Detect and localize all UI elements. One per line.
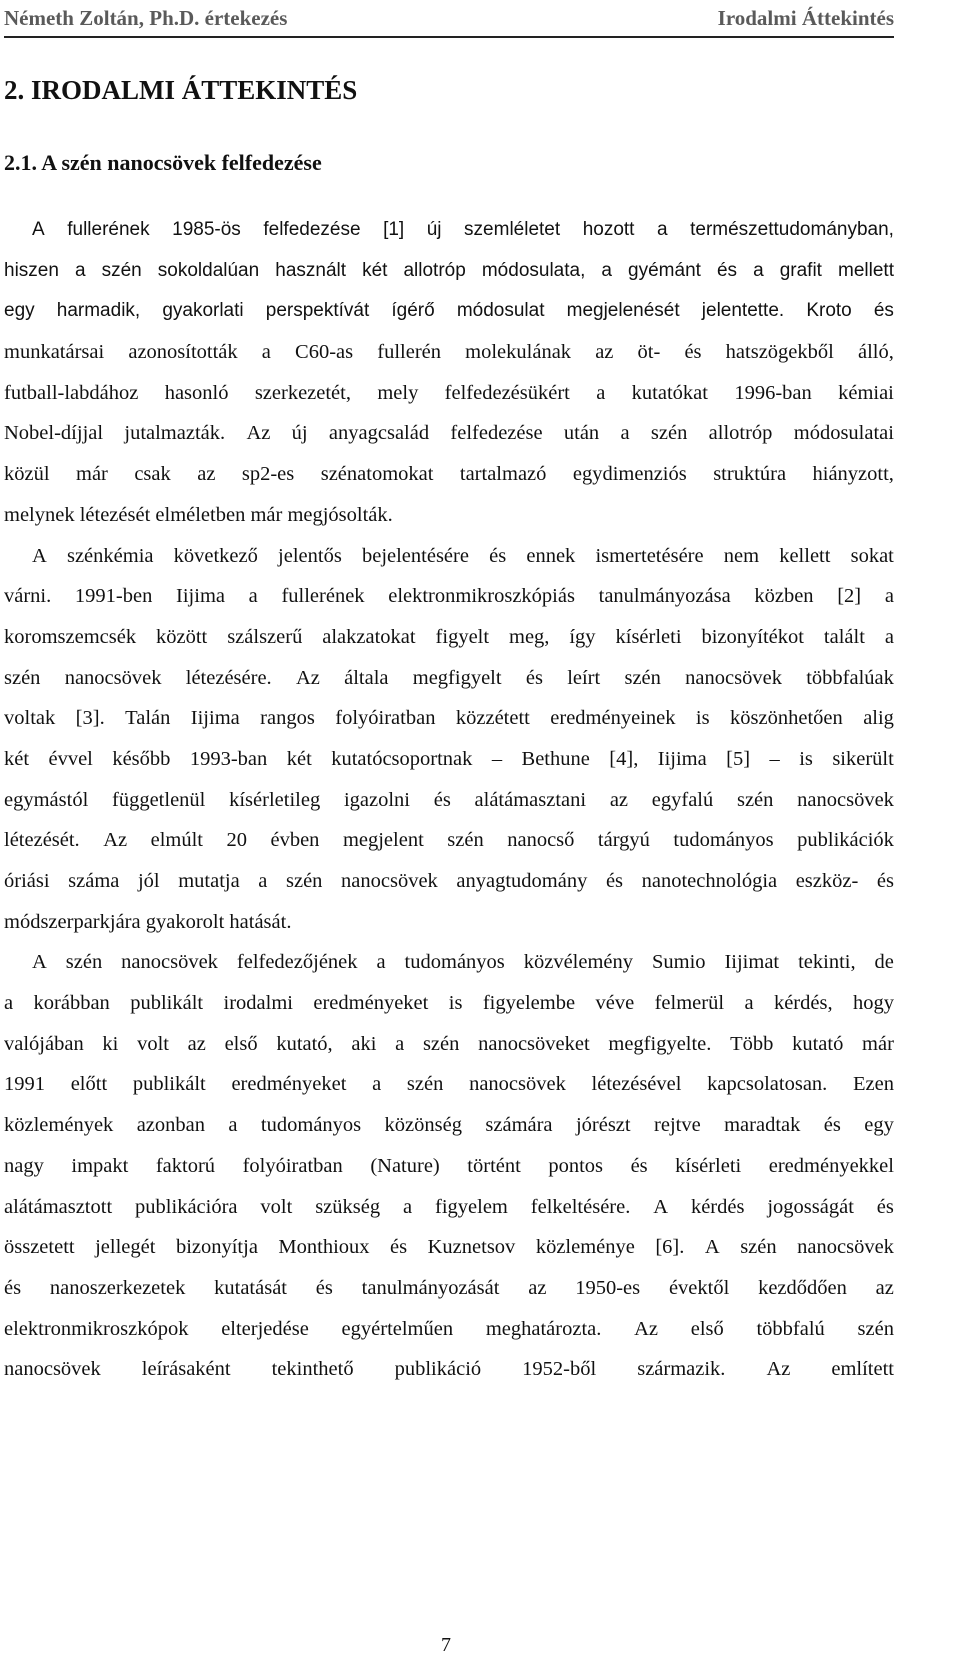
- paragraph: [4, 536, 894, 943]
- text-line: koromszemcsék között szálszerű alakzatokat figyelt meg, így kísérleti bizonyítékot talált a: [4, 625, 894, 648]
- text-line: voltak [3]. Talán Iijima rangos folyóiratban közzétett eredményeinek is köszönhetően alig: [4, 707, 894, 730]
- text-line: A szénkémia következő jelentős bejelentésére és ennek ismertetésére nem kellett sokat: [32, 544, 894, 567]
- text-line: egy harmadik, gyakorlati perspektívát ígérő módosulat megjelenését jelentette. Kroto és: [4, 300, 894, 322]
- text-line: szén nanocsövek létezésére. Az általa megfigyelt és leírt szén nanocsövek többfalúak: [4, 666, 894, 689]
- body-text: [4, 210, 894, 1390]
- text-line: várni. 1991-ben Iijima a fullerének elektronmikroszkópiás tanulmányozása közben [2] a: [4, 585, 894, 608]
- text-line: módszerparkjára gyakorolt hatását.: [4, 910, 292, 933]
- page-number: 7: [441, 1634, 451, 1656]
- text-line: a korábban publikált irodalmi eredményeket is figyelembe véve felmerül a kérdés, hogy: [4, 992, 894, 1015]
- text-line: A fullerének 1985-ös felfedezése [1] új szemléletet hozott a természettudományban,: [32, 219, 894, 240]
- text-line: melynek létezését elméletben már megjósolták.: [4, 503, 393, 526]
- text-line: létezését. Az elmúlt 20 évben megjelent szén nanocső tárgyú tudományos publikációk: [4, 829, 894, 852]
- text-line: 1991 előtt publikált eredményeket a szén nanocsövek létezésével kapcsolatosan. Ezen: [4, 1073, 894, 1096]
- text-line: közlemények azonban a tudományos közönség számára jórészt rejtve maradtak és egy: [4, 1114, 894, 1137]
- running-header: [4, 4, 894, 38]
- text-line: elektronmikroszkópok elterjedése egyértelműen meghatározta. Az első többfalú szén: [4, 1317, 894, 1340]
- text-line: óriási száma jól mutatja a szén nanocsövek anyagtudomány és nanotechnológia eszköz- és: [4, 870, 894, 892]
- text-line: nanocsövek leírásaként tekinthető publikáció 1952-ből származik. Az említett: [4, 1358, 894, 1381]
- text-line: munkatársai azonosították a C60-as fullerén molekulának az öt- és hatszögekből álló,: [4, 341, 894, 364]
- header-author-title: Németh Zoltán, Ph.D. értekezés: [4, 6, 288, 30]
- paragraph: [4, 210, 894, 536]
- text-line: valójában ki volt az első kutató, aki a szén nanocsöveket megfigyelte. Több kutató már: [4, 1032, 894, 1055]
- text-line: nagy impakt faktorú folyóiratban (Nature) történt pontos és kísérleti eredményekkel: [4, 1154, 894, 1177]
- chapter-title: 2. IRODALMI ÁTTEKINTÉS: [4, 75, 358, 105]
- text-line: két évvel később 1993-ban két kutatócsoportnak – Bethune [4], Iijima [5] – is sikerült: [4, 747, 894, 770]
- paragraph: [4, 942, 894, 1390]
- text-line: egymástól függetlenül kísérletileg igazolni és alátámasztani az egyfalú szén nanocsövek: [4, 788, 894, 811]
- text-line: és nanoszerkezetek kutatását és tanulmányozását az 1950-es évektől kezdődően az: [4, 1276, 894, 1299]
- section-title: 2.1. A szén nanocsövek felfedezése: [4, 150, 322, 175]
- text-line: Nobel-díjjal jutalmazták. Az új anyagcsalád felfedezése után a szén allotróp módosulatai: [4, 422, 894, 445]
- text-line: közül már csak az sp2-es szénatomokat tartalmazó egydimenziós struktúra hiányzott,: [4, 463, 894, 486]
- header-section-title: Irodalmi Áttekintés: [717, 6, 894, 30]
- text-line: A szén nanocsövek felfedezőjének a tudományos közvélemény Sumio Iijimat tekinti, de: [32, 951, 894, 974]
- text-line: alátámasztott publikációra volt szükség a figyelem felkeltésére. A kérdés jogosságát és: [4, 1195, 894, 1218]
- text-line: futball-labdához hasonló szerkezetét, mely felfedezésükért a kutatókat 1996-ban kémiai: [4, 381, 894, 404]
- text-line: összetett jellegét bizonyítja Monthioux és Kuznetsov közleménye [6]. A szén nanocsövek: [4, 1236, 894, 1259]
- text-line: hiszen a szén sokoldalúan használt két allotróp módosulata, a gyémánt és a grafit mellett: [4, 259, 894, 281]
